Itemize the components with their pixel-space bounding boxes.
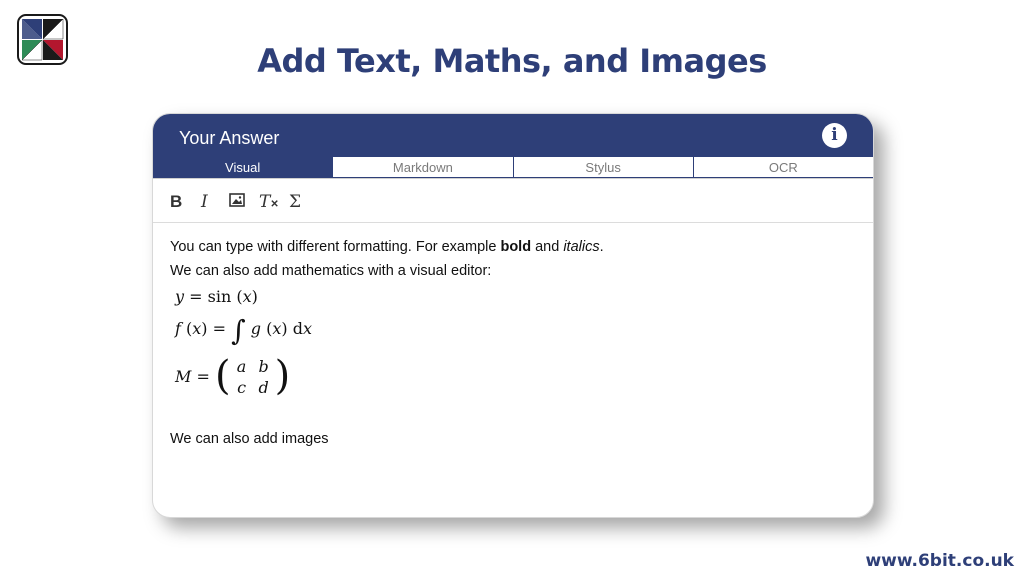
card-title: Your Answer: [179, 128, 280, 148]
tab-ocr[interactable]: OCR: [694, 157, 873, 178]
text-line-formatting: You can type with different formatting. For example bold and italics.: [170, 239, 604, 255]
tab-visual[interactable]: Visual: [153, 157, 333, 178]
info-icon[interactable]: i: [822, 123, 847, 148]
tab-stylus[interactable]: Stylus: [514, 157, 694, 178]
clear-format-button[interactable]: T✕: [259, 192, 279, 212]
card-header: [153, 114, 873, 157]
math-equation-sin: y = sin (x): [175, 287, 258, 306]
bold-button[interactable]: B: [170, 192, 183, 211]
text-line-images: We can also add images: [170, 431, 329, 447]
answer-card: [152, 113, 874, 518]
italic-text: italics: [563, 239, 600, 255]
math-button[interactable]: Σ: [289, 192, 302, 212]
editor-content[interactable]: [153, 223, 873, 471]
text-line-maths: We can also add mathematics with a visual editor:: [170, 263, 492, 279]
italic-button[interactable]: I: [201, 192, 208, 212]
editor-tabs: [153, 157, 873, 179]
format-toolbar: [153, 179, 873, 223]
clear-format-icon: T: [259, 192, 271, 212]
insert-image-button[interactable]: [229, 193, 245, 211]
image-icon: [229, 193, 245, 207]
bold-text: bold: [500, 239, 532, 255]
slide-title: Add Text, Maths, and Images: [257, 42, 767, 80]
math-equation-integral: f (x) = ∫ g (x) dx: [175, 314, 313, 347]
math-equation-matrix: M = ( a b c d ): [175, 353, 291, 399]
footer-url: www.6bit.co.uk: [865, 551, 1014, 571]
tab-markdown[interactable]: Markdown: [333, 157, 513, 178]
